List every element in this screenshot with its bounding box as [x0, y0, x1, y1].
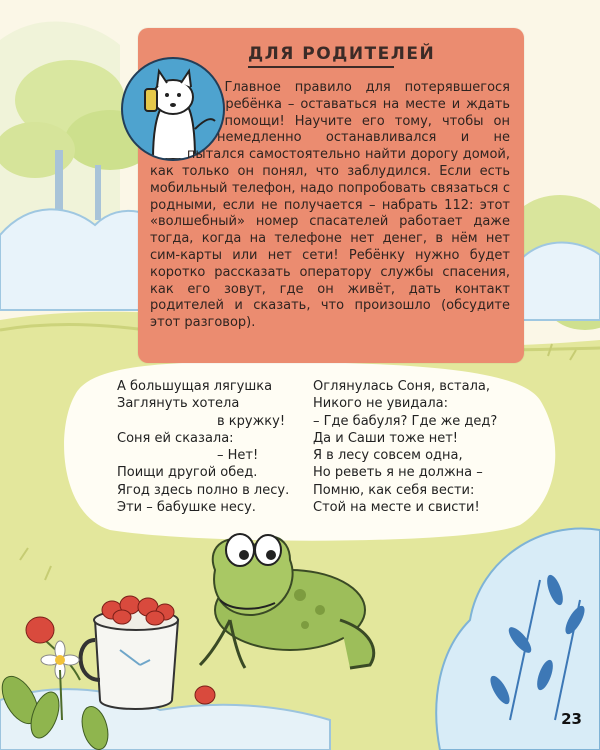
poem-line: Поищи другой обед.	[117, 465, 258, 481]
page-number: 23	[561, 710, 582, 728]
poem-line: – Нет!	[217, 448, 259, 464]
poem-line: Помню, как себя вести:	[313, 482, 475, 498]
frog-illustration	[200, 534, 374, 668]
poem-line: Оглянулась Соня, встала,	[313, 379, 490, 394]
poem-line: в кружку!	[217, 413, 286, 429]
poem-line: Соня ей сказала:	[117, 430, 234, 446]
poem-line: Да и Саши тоже нет!	[313, 430, 459, 446]
mug-with-strawberries	[81, 596, 178, 709]
poem-line: Ягод здесь полно в лесу.	[117, 482, 290, 498]
poem-line: Я в лесу совсем одна,	[313, 448, 463, 464]
poem-line: Эти – бабушке несу.	[117, 500, 256, 516]
poem-line: Заглянуть хотела	[117, 396, 240, 412]
poem-line: Стой на месте и свисти!	[313, 500, 480, 516]
advice-paragraph: Главное правило для потерявшегося ребёнка – оставаться на месте и ждать помощи! Научите его тому, чтобы он немедленно останавливался и не пытался самостоятельно найти дорогу домой, как только он понял, что заблудился. Если есть мобильный телефон, надо попробовать связаться с родными, если не получается – набрать 112: этот «волшебный» номер спасателей работает даже тогда, когда на телефоне нет денег, в нём нет сим-карты или нет сети! Ребёнку нужно будет коротко рассказать оператору службы спасения, как его зовут, где он живёт, дать контакт родителей и сказать, что произошло (обсудите этот разговор).	[150, 80, 510, 331]
leaf-branch-icon	[0, 670, 112, 750]
poem-line: Но реветь я не должна –	[313, 465, 483, 481]
panel-title: ДЛЯ РОДИТЕЛЕЙ	[248, 44, 436, 64]
poem-line: – Где бабуля? Где же дед?	[313, 413, 498, 429]
poem-line: А большущая лягушка	[117, 379, 273, 394]
poem-line: Никого не увидала:	[313, 396, 448, 412]
